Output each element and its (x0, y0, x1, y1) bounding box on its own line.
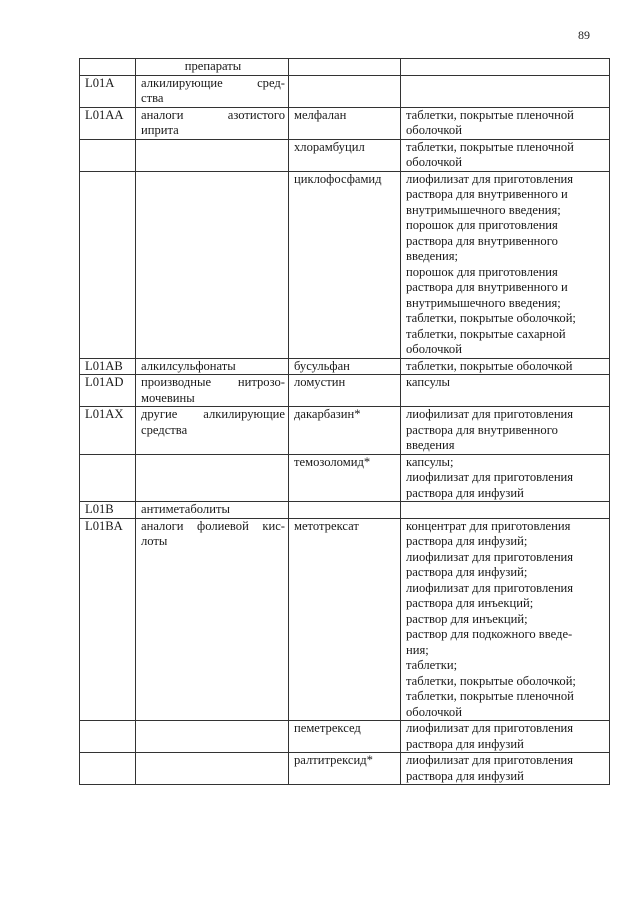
drug-cell: мелфалан (289, 107, 401, 139)
group-cell: алкилирующие сред- ства (136, 75, 289, 107)
form-cell: капсулы; лиофилизат для приготовления раствора для инфузий (401, 454, 610, 502)
group-cell: препараты (136, 59, 289, 76)
drug-cell: бусульфан (289, 358, 401, 375)
atc-code-cell: L01A (80, 75, 136, 107)
drug-cell: ралтитрексид* (289, 753, 401, 785)
atc-code-cell: L01AA (80, 107, 136, 139)
group-cell: производные нитрозо- мочевины (136, 375, 289, 407)
atc-code-cell (80, 171, 136, 358)
atc-code-cell (80, 59, 136, 76)
group-cell: антиметаболиты (136, 502, 289, 519)
table-row (80, 375, 610, 407)
form-cell: таблетки, покрытые пленочной оболочкой (401, 107, 610, 139)
atc-code-cell: L01BA (80, 518, 136, 721)
form-cell: лиофилизат для приготовления раствора для инфузий (401, 753, 610, 785)
atc-code-cell: L01AD (80, 375, 136, 407)
atc-code-cell: L01AB (80, 358, 136, 375)
group-cell (136, 139, 289, 171)
drug-cell: метотрексат (289, 518, 401, 721)
form-cell: таблетки, покрытые оболочкой (401, 358, 610, 375)
drug-table (79, 58, 610, 785)
form-cell: лиофилизат для приготовления раствора для внутривенного введения (401, 407, 610, 455)
form-cell: концентрат для приготовления раствора для инфузий; лиофилизат для приготовления раствора для инфузий; лиофилизат для приготовления раствора для инъекций; раствор для инъекций; раствор для подкожного введе- ния; таблетки; таблетки, покрытые оболочкой; таблетки, покрытые пленочной оболочкой (401, 518, 610, 721)
form-cell (401, 59, 610, 76)
atc-code-cell: L01AX (80, 407, 136, 455)
group-cell (136, 171, 289, 358)
atc-code-cell (80, 454, 136, 502)
form-cell: лиофилизат для приготовления раствора для внутривенного и внутримышечного введения; порошок для приготовления раствора для внутривенного введения; порошок для приготовления раствора для внутривенного и внутримышечного введения; таблетки, покрытые оболочкой; таблетки, покрытые сахарной оболочкой (401, 171, 610, 358)
form-cell: капсулы (401, 375, 610, 407)
drug-cell: пеметрексед (289, 721, 401, 753)
table-row (80, 59, 610, 76)
table-row (80, 502, 610, 519)
table-row (80, 358, 610, 375)
drug-cell: темозоломид* (289, 454, 401, 502)
atc-code-cell (80, 753, 136, 785)
table-row (80, 518, 610, 721)
table-row (80, 454, 610, 502)
table-row (80, 139, 610, 171)
drug-cell (289, 59, 401, 76)
table-row (80, 721, 610, 753)
table-row (80, 75, 610, 107)
group-cell: аналоги азотистого иприта (136, 107, 289, 139)
table-row (80, 753, 610, 785)
group-cell (136, 454, 289, 502)
table-row (80, 171, 610, 358)
table-row (80, 407, 610, 455)
form-cell (401, 502, 610, 519)
group-cell (136, 721, 289, 753)
form-cell: таблетки, покрытые пленочной оболочкой (401, 139, 610, 171)
page-number: 89 (578, 28, 590, 42)
table-row (80, 107, 610, 139)
atc-code-cell: L01B (80, 502, 136, 519)
group-cell: аналоги фолиевой кис- лоты (136, 518, 289, 721)
group-cell: алкилсульфонаты (136, 358, 289, 375)
form-cell: лиофилизат для приготовления раствора для инфузий (401, 721, 610, 753)
drug-cell: циклофосфамид (289, 171, 401, 358)
group-cell (136, 753, 289, 785)
form-cell (401, 75, 610, 107)
atc-code-cell (80, 139, 136, 171)
drug-cell (289, 502, 401, 519)
drug-cell: хлорамбуцил (289, 139, 401, 171)
drug-cell: дакарбазин* (289, 407, 401, 455)
atc-code-cell (80, 721, 136, 753)
drug-cell (289, 75, 401, 107)
group-cell: другие алкилирующие средства (136, 407, 289, 455)
drug-cell: ломустин (289, 375, 401, 407)
